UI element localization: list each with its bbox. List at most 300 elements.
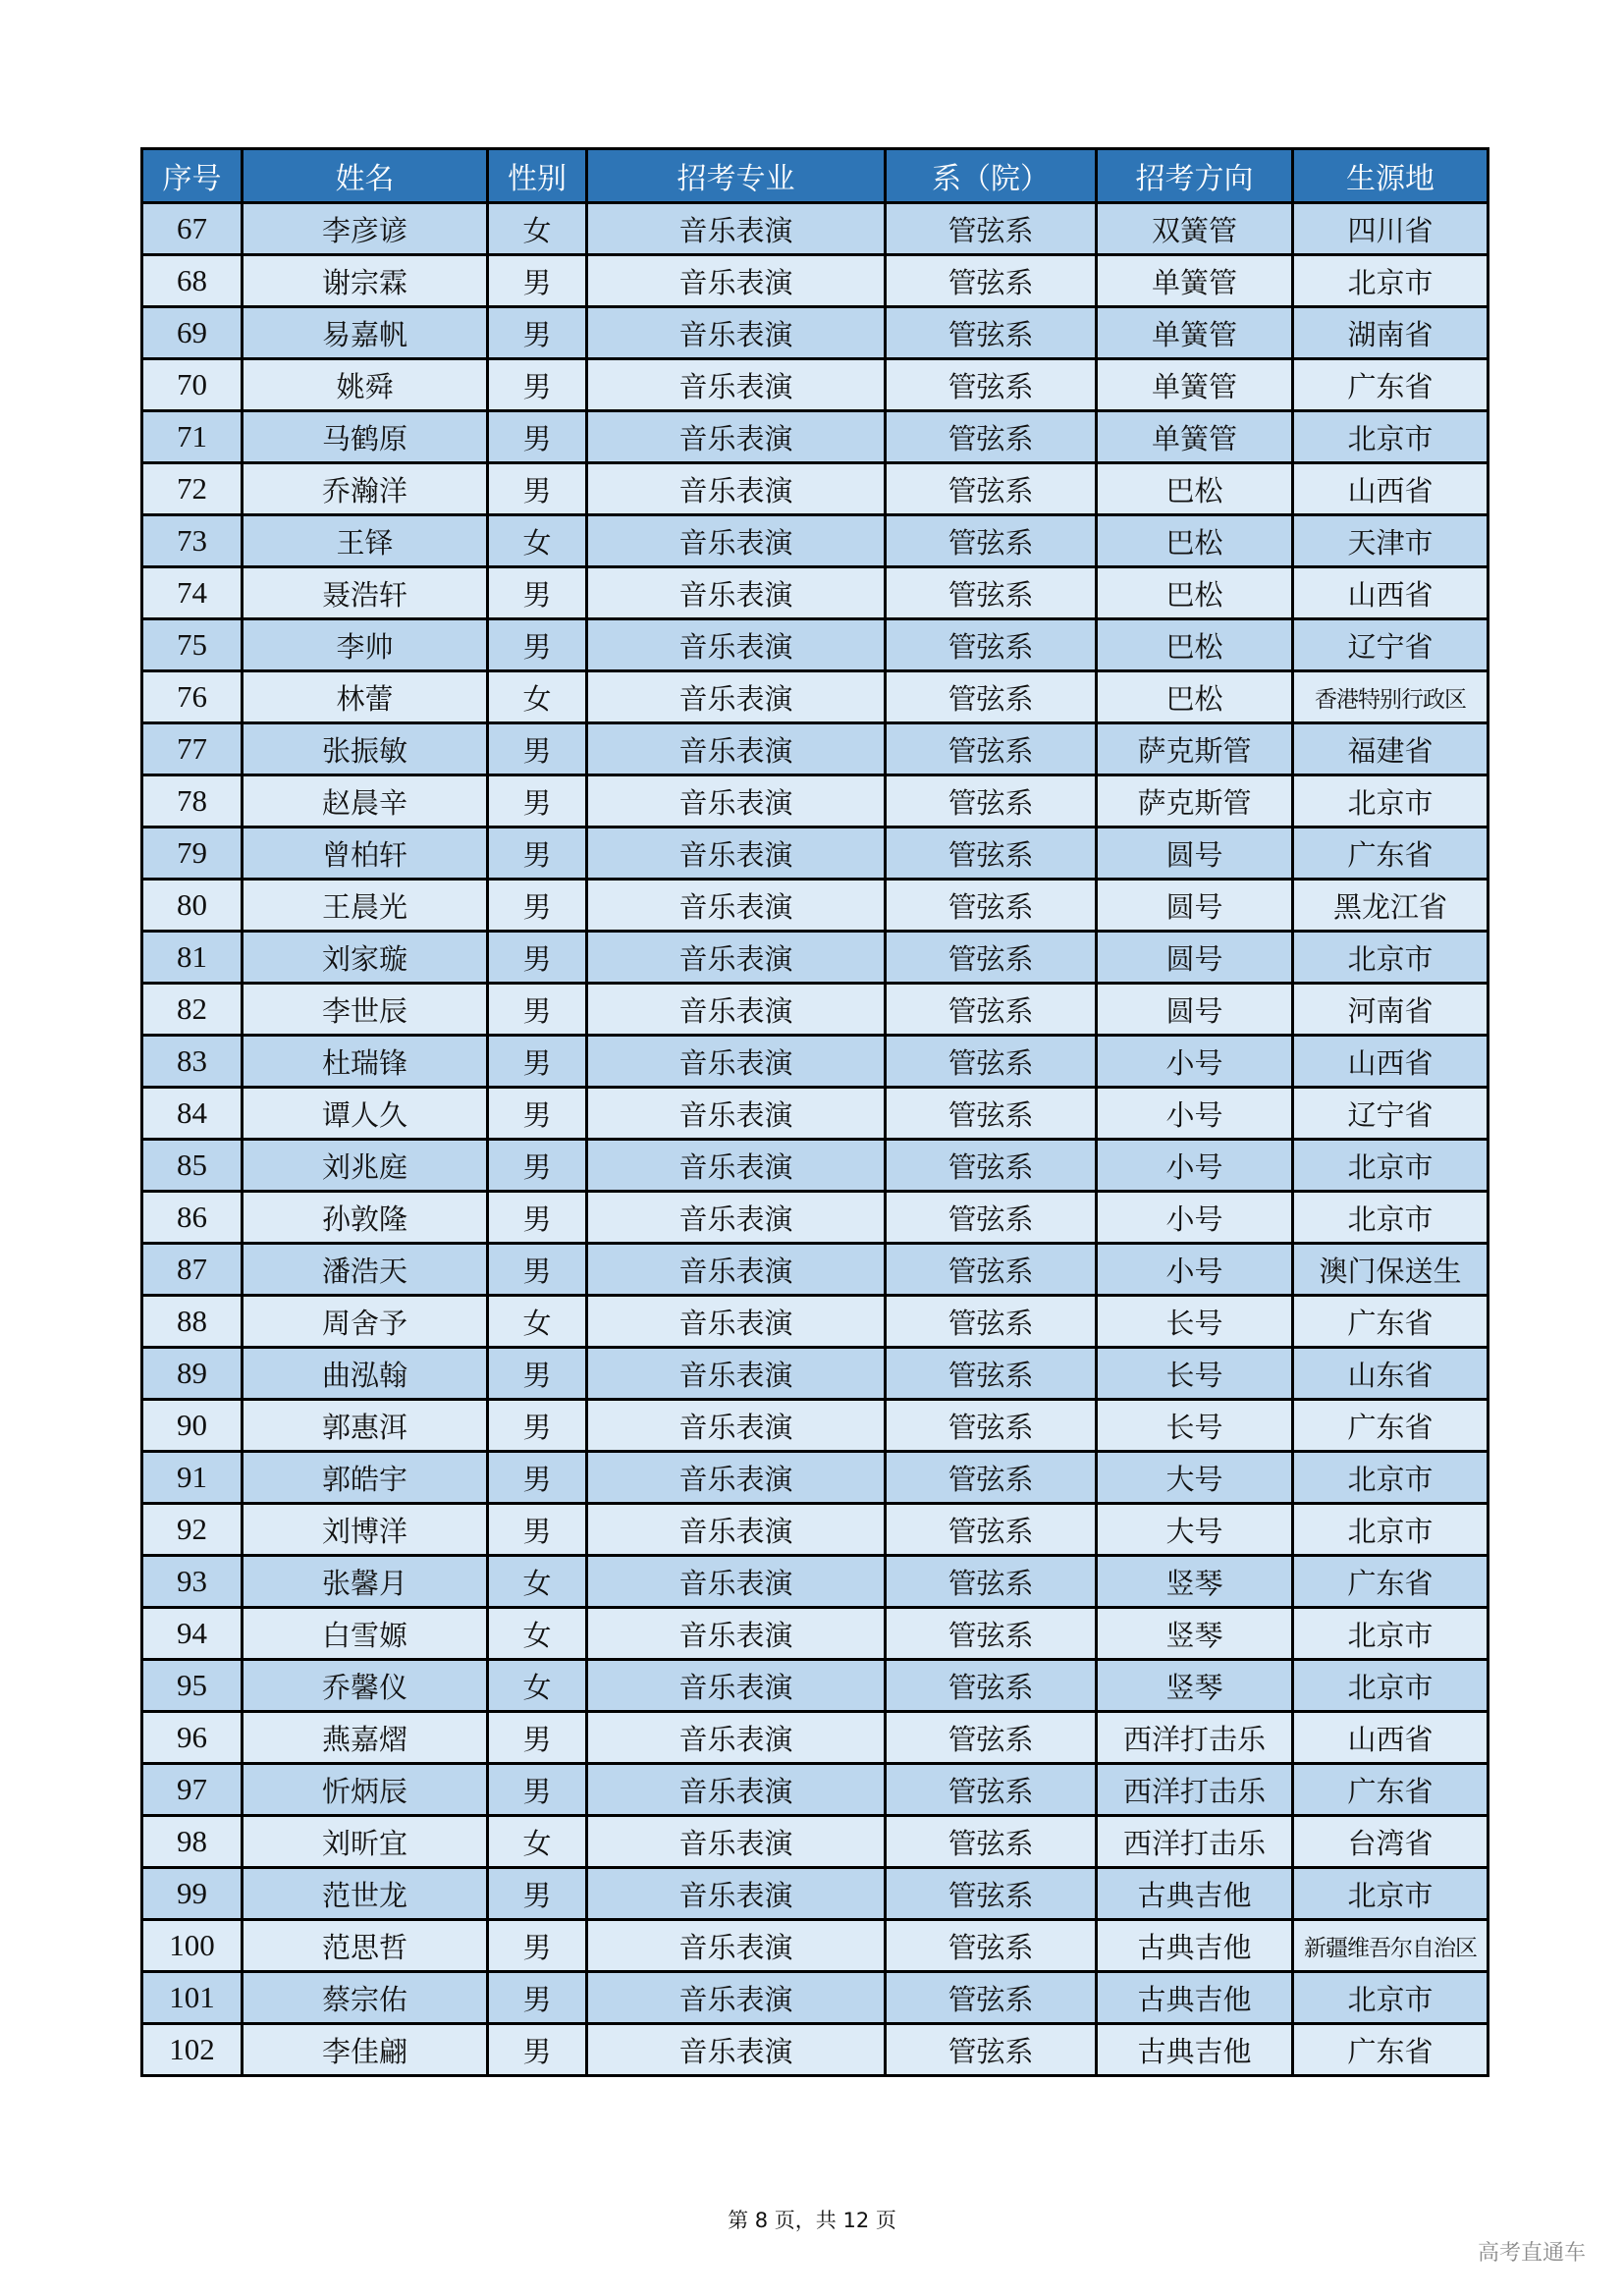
cell-name: 聂浩轩 (243, 567, 488, 619)
cell-name: 白雪嫄 (243, 1608, 488, 1660)
table-row (142, 1608, 1489, 1660)
cell-gender: 男 (488, 775, 587, 828)
cell-origin: 台湾省 (1293, 1816, 1489, 1868)
cell-direction: 竖琴 (1097, 1608, 1293, 1660)
cell-origin: 北京市 (1293, 1140, 1489, 1192)
cell-name: 李世辰 (243, 984, 488, 1036)
cell-seq: 74 (142, 567, 243, 619)
cell-department: 管弦系 (886, 828, 1097, 880)
cell-direction: 古典吉他 (1097, 1868, 1293, 1920)
cell-department: 管弦系 (886, 1296, 1097, 1348)
cell-gender: 男 (488, 463, 587, 515)
cell-direction: 单簧管 (1097, 307, 1293, 359)
cell-name: 王铎 (243, 515, 488, 567)
cell-seq: 72 (142, 463, 243, 515)
cell-name: 赵晨辛 (243, 775, 488, 828)
cell-major: 音乐表演 (587, 1816, 886, 1868)
cell-major: 音乐表演 (587, 1192, 886, 1244)
table-row (142, 463, 1489, 515)
cell-seq: 69 (142, 307, 243, 359)
header-direction: 招考方向 (1097, 149, 1293, 203)
table-row (142, 984, 1489, 1036)
cell-origin: 广东省 (1293, 1556, 1489, 1608)
cell-origin: 北京市 (1293, 1868, 1489, 1920)
cell-gender: 男 (488, 255, 587, 307)
cell-department: 管弦系 (886, 463, 1097, 515)
cell-direction: 西洋打击乐 (1097, 1764, 1293, 1816)
cell-name: 乔馨仪 (243, 1660, 488, 1712)
cell-origin: 河南省 (1293, 984, 1489, 1036)
cell-department: 管弦系 (886, 1868, 1097, 1920)
cell-name: 刘博洋 (243, 1504, 488, 1556)
cell-seq: 80 (142, 880, 243, 932)
cell-origin: 北京市 (1293, 1608, 1489, 1660)
table-row (142, 828, 1489, 880)
cell-direction: 双簧管 (1097, 203, 1293, 255)
cell-direction: 大号 (1097, 1452, 1293, 1504)
cell-name: 李帅 (243, 619, 488, 671)
cell-name: 刘昕宜 (243, 1816, 488, 1868)
cell-department: 管弦系 (886, 775, 1097, 828)
cell-major: 音乐表演 (587, 1504, 886, 1556)
cell-major: 音乐表演 (587, 1660, 886, 1712)
cell-major: 音乐表演 (587, 1556, 886, 1608)
cell-name: 刘家璇 (243, 932, 488, 984)
cell-direction: 单簧管 (1097, 255, 1293, 307)
cell-origin: 北京市 (1293, 932, 1489, 984)
cell-department: 管弦系 (886, 880, 1097, 932)
header-department: 系（院） (886, 149, 1097, 203)
table-row (142, 1504, 1489, 1556)
cell-direction: 西洋打击乐 (1097, 1816, 1293, 1868)
cell-name: 郭皓宇 (243, 1452, 488, 1504)
cell-origin: 北京市 (1293, 1452, 1489, 1504)
cell-seq: 75 (142, 619, 243, 671)
cell-seq: 89 (142, 1348, 243, 1400)
cell-major: 音乐表演 (587, 1400, 886, 1452)
cell-seq: 67 (142, 203, 243, 255)
table-row (142, 1660, 1489, 1712)
table-row (142, 1452, 1489, 1504)
cell-direction: 萨克斯管 (1097, 775, 1293, 828)
cell-department: 管弦系 (886, 1400, 1097, 1452)
cell-direction: 巴松 (1097, 567, 1293, 619)
cell-direction: 古典吉他 (1097, 1920, 1293, 1972)
cell-direction: 长号 (1097, 1400, 1293, 1452)
cell-direction: 圆号 (1097, 828, 1293, 880)
cell-name: 范思哲 (243, 1920, 488, 1972)
admission-list-table (140, 147, 1489, 2077)
page-number: 第 8 页，共 12 页 (728, 2209, 896, 2232)
cell-department: 管弦系 (886, 723, 1097, 775)
cell-department: 管弦系 (886, 1088, 1097, 1140)
cell-department: 管弦系 (886, 1348, 1097, 1400)
cell-gender: 男 (488, 1088, 587, 1140)
cell-name: 范世龙 (243, 1868, 488, 1920)
cell-gender: 女 (488, 1608, 587, 1660)
cell-seq: 78 (142, 775, 243, 828)
cell-major: 音乐表演 (587, 411, 886, 463)
cell-gender: 女 (488, 1556, 587, 1608)
cell-major: 音乐表演 (587, 1712, 886, 1764)
cell-origin: 北京市 (1293, 1972, 1489, 2024)
cell-direction: 巴松 (1097, 463, 1293, 515)
cell-major: 音乐表演 (587, 775, 886, 828)
cell-direction: 大号 (1097, 1504, 1293, 1556)
table-header-row (142, 149, 1489, 203)
cell-gender: 男 (488, 1868, 587, 1920)
cell-seq: 86 (142, 1192, 243, 1244)
cell-name: 蔡宗佑 (243, 1972, 488, 2024)
cell-name: 刘兆庭 (243, 1140, 488, 1192)
cell-major: 音乐表演 (587, 1920, 886, 1972)
cell-direction: 单簧管 (1097, 411, 1293, 463)
cell-name: 李佳翩 (243, 2024, 488, 2076)
cell-name: 曾柏轩 (243, 828, 488, 880)
cell-origin: 北京市 (1293, 411, 1489, 463)
table-row (142, 1556, 1489, 1608)
cell-name: 郭惠洱 (243, 1400, 488, 1452)
cell-major: 音乐表演 (587, 307, 886, 359)
cell-name: 谭人久 (243, 1088, 488, 1140)
cell-major: 音乐表演 (587, 880, 886, 932)
cell-department: 管弦系 (886, 1452, 1097, 1504)
cell-gender: 男 (488, 880, 587, 932)
cell-major: 音乐表演 (587, 1608, 886, 1660)
cell-major: 音乐表演 (587, 1452, 886, 1504)
cell-gender: 男 (488, 2024, 587, 2076)
cell-seq: 76 (142, 671, 243, 723)
cell-department: 管弦系 (886, 1192, 1097, 1244)
table-row (142, 515, 1489, 567)
cell-seq: 101 (142, 1972, 243, 2024)
cell-major: 音乐表演 (587, 567, 886, 619)
cell-origin: 山东省 (1293, 1348, 1489, 1400)
cell-department: 管弦系 (886, 1504, 1097, 1556)
cell-name: 张振敏 (243, 723, 488, 775)
header-major: 招考专业 (587, 149, 886, 203)
cell-seq: 93 (142, 1556, 243, 1608)
table-row (142, 1348, 1489, 1400)
cell-department: 管弦系 (886, 567, 1097, 619)
cell-origin: 福建省 (1293, 723, 1489, 775)
cell-origin: 山西省 (1293, 1036, 1489, 1088)
cell-major: 音乐表演 (587, 255, 886, 307)
table-row (142, 255, 1489, 307)
cell-seq: 79 (142, 828, 243, 880)
cell-name: 杜瑞锋 (243, 1036, 488, 1088)
cell-major: 音乐表演 (587, 1764, 886, 1816)
cell-seq: 68 (142, 255, 243, 307)
table-row (142, 2024, 1489, 2076)
cell-gender: 女 (488, 671, 587, 723)
cell-origin: 辽宁省 (1293, 619, 1489, 671)
cell-origin: 山西省 (1293, 1712, 1489, 1764)
cell-major: 音乐表演 (587, 619, 886, 671)
table-row (142, 1816, 1489, 1868)
cell-seq: 90 (142, 1400, 243, 1452)
cell-gender: 男 (488, 1452, 587, 1504)
cell-gender: 女 (488, 1296, 587, 1348)
cell-direction: 长号 (1097, 1348, 1293, 1400)
cell-department: 管弦系 (886, 1972, 1097, 2024)
cell-major: 音乐表演 (587, 1296, 886, 1348)
cell-name: 孙敦隆 (243, 1192, 488, 1244)
table-row (142, 203, 1489, 255)
cell-gender: 男 (488, 984, 587, 1036)
table-row (142, 1764, 1489, 1816)
cell-gender: 男 (488, 1712, 587, 1764)
cell-department: 管弦系 (886, 307, 1097, 359)
cell-major: 音乐表演 (587, 1244, 886, 1296)
cell-department: 管弦系 (886, 671, 1097, 723)
cell-direction: 长号 (1097, 1296, 1293, 1348)
cell-seq: 70 (142, 359, 243, 411)
table-row (142, 880, 1489, 932)
watermark-text: 高考直通车 (1478, 2241, 1587, 2266)
cell-department: 管弦系 (886, 1712, 1097, 1764)
cell-name: 谢宗霖 (243, 255, 488, 307)
cell-gender: 男 (488, 1764, 587, 1816)
cell-gender: 女 (488, 1816, 587, 1868)
table-row (142, 932, 1489, 984)
cell-department: 管弦系 (886, 1920, 1097, 1972)
cell-department: 管弦系 (886, 984, 1097, 1036)
cell-origin: 广东省 (1293, 828, 1489, 880)
cell-department: 管弦系 (886, 1660, 1097, 1712)
cell-origin: 香港特别行政区 (1293, 671, 1489, 723)
cell-gender: 男 (488, 307, 587, 359)
table-row (142, 411, 1489, 463)
cell-gender: 男 (488, 567, 587, 619)
cell-direction: 巴松 (1097, 671, 1293, 723)
admission-list-table-container (140, 147, 1487, 2077)
cell-name: 燕嘉熠 (243, 1712, 488, 1764)
cell-origin: 广东省 (1293, 1296, 1489, 1348)
cell-origin: 北京市 (1293, 1192, 1489, 1244)
cell-origin: 北京市 (1293, 255, 1489, 307)
table-row (142, 307, 1489, 359)
cell-seq: 100 (142, 1920, 243, 1972)
cell-gender: 男 (488, 619, 587, 671)
cell-direction: 巴松 (1097, 515, 1293, 567)
cell-seq: 84 (142, 1088, 243, 1140)
cell-seq: 96 (142, 1712, 243, 1764)
cell-seq: 99 (142, 1868, 243, 1920)
cell-major: 音乐表演 (587, 984, 886, 1036)
cell-origin: 山西省 (1293, 463, 1489, 515)
cell-major: 音乐表演 (587, 1088, 886, 1140)
table-row (142, 567, 1489, 619)
header-seq: 序号 (142, 149, 243, 203)
cell-name: 张馨月 (243, 1556, 488, 1608)
cell-department: 管弦系 (886, 1764, 1097, 1816)
cell-origin: 澳门保送生 (1293, 1244, 1489, 1296)
table-row (142, 1140, 1489, 1192)
cell-name: 马鹤原 (243, 411, 488, 463)
cell-origin: 天津市 (1293, 515, 1489, 567)
cell-seq: 71 (142, 411, 243, 463)
cell-name: 王晨光 (243, 880, 488, 932)
cell-department: 管弦系 (886, 1816, 1097, 1868)
cell-name: 林蕾 (243, 671, 488, 723)
cell-gender: 男 (488, 1192, 587, 1244)
cell-department: 管弦系 (886, 1556, 1097, 1608)
cell-name: 曲泓翰 (243, 1348, 488, 1400)
cell-seq: 82 (142, 984, 243, 1036)
cell-department: 管弦系 (886, 1140, 1097, 1192)
cell-major: 音乐表演 (587, 1140, 886, 1192)
cell-seq: 88 (142, 1296, 243, 1348)
cell-department: 管弦系 (886, 932, 1097, 984)
cell-gender: 男 (488, 723, 587, 775)
cell-gender: 女 (488, 515, 587, 567)
cell-seq: 73 (142, 515, 243, 567)
cell-name: 忻炳辰 (243, 1764, 488, 1816)
cell-direction: 竖琴 (1097, 1660, 1293, 1712)
cell-direction: 古典吉他 (1097, 1972, 1293, 2024)
cell-major: 音乐表演 (587, 828, 886, 880)
cell-department: 管弦系 (886, 515, 1097, 567)
cell-seq: 102 (142, 2024, 243, 2076)
cell-seq: 98 (142, 1816, 243, 1868)
cell-department: 管弦系 (886, 255, 1097, 307)
cell-origin: 新疆维吾尔自治区 (1293, 1920, 1489, 1972)
table-row (142, 1036, 1489, 1088)
table-row (142, 1296, 1489, 1348)
cell-department: 管弦系 (886, 2024, 1097, 2076)
table-row (142, 775, 1489, 828)
cell-seq: 87 (142, 1244, 243, 1296)
cell-direction: 小号 (1097, 1088, 1293, 1140)
table-row (142, 1088, 1489, 1140)
cell-gender: 男 (488, 1140, 587, 1192)
cell-origin: 四川省 (1293, 203, 1489, 255)
cell-direction: 单簧管 (1097, 359, 1293, 411)
cell-gender: 男 (488, 1348, 587, 1400)
cell-seq: 95 (142, 1660, 243, 1712)
cell-origin: 广东省 (1293, 1764, 1489, 1816)
cell-direction: 圆号 (1097, 932, 1293, 984)
cell-major: 音乐表演 (587, 723, 886, 775)
cell-origin: 北京市 (1293, 775, 1489, 828)
cell-major: 音乐表演 (587, 671, 886, 723)
cell-direction: 小号 (1097, 1192, 1293, 1244)
cell-direction: 圆号 (1097, 880, 1293, 932)
cell-direction: 小号 (1097, 1036, 1293, 1088)
cell-origin: 北京市 (1293, 1660, 1489, 1712)
cell-major: 音乐表演 (587, 1036, 886, 1088)
cell-gender: 男 (488, 1972, 587, 2024)
cell-gender: 男 (488, 1400, 587, 1452)
table-row (142, 1244, 1489, 1296)
cell-direction: 西洋打击乐 (1097, 1712, 1293, 1764)
cell-major: 音乐表演 (587, 1348, 886, 1400)
cell-gender: 男 (488, 1036, 587, 1088)
cell-origin: 黑龙江省 (1293, 880, 1489, 932)
cell-direction: 古典吉他 (1097, 2024, 1293, 2076)
cell-seq: 94 (142, 1608, 243, 1660)
cell-gender: 男 (488, 1244, 587, 1296)
cell-department: 管弦系 (886, 411, 1097, 463)
cell-gender: 男 (488, 1504, 587, 1556)
cell-name: 姚舜 (243, 359, 488, 411)
cell-seq: 91 (142, 1452, 243, 1504)
cell-major: 音乐表演 (587, 1868, 886, 1920)
cell-department: 管弦系 (886, 359, 1097, 411)
header-name: 姓名 (243, 149, 488, 203)
cell-name: 易嘉帆 (243, 307, 488, 359)
cell-seq: 92 (142, 1504, 243, 1556)
cell-gender: 男 (488, 359, 587, 411)
table-row (142, 1868, 1489, 1920)
cell-major: 音乐表演 (587, 359, 886, 411)
cell-department: 管弦系 (886, 203, 1097, 255)
table-row (142, 1192, 1489, 1244)
table-row (142, 723, 1489, 775)
table-row (142, 671, 1489, 723)
cell-department: 管弦系 (886, 1608, 1097, 1660)
cell-major: 音乐表演 (587, 932, 886, 984)
cell-name: 潘浩天 (243, 1244, 488, 1296)
cell-major: 音乐表演 (587, 463, 886, 515)
cell-seq: 85 (142, 1140, 243, 1192)
cell-gender: 男 (488, 828, 587, 880)
cell-direction: 圆号 (1097, 984, 1293, 1036)
cell-direction: 小号 (1097, 1244, 1293, 1296)
cell-gender: 女 (488, 1660, 587, 1712)
table-row (142, 359, 1489, 411)
header-origin: 生源地 (1293, 149, 1489, 203)
cell-gender: 男 (488, 1920, 587, 1972)
cell-origin: 山西省 (1293, 567, 1489, 619)
cell-direction: 巴松 (1097, 619, 1293, 671)
cell-major: 音乐表演 (587, 203, 886, 255)
cell-major: 音乐表演 (587, 2024, 886, 2076)
cell-origin: 广东省 (1293, 2024, 1489, 2076)
cell-origin: 北京市 (1293, 1504, 1489, 1556)
cell-gender: 男 (488, 932, 587, 984)
table-row (142, 619, 1489, 671)
table-row (142, 1712, 1489, 1764)
cell-seq: 83 (142, 1036, 243, 1088)
cell-gender: 男 (488, 411, 587, 463)
cell-major: 音乐表演 (587, 1972, 886, 2024)
cell-origin: 湖南省 (1293, 307, 1489, 359)
cell-seq: 81 (142, 932, 243, 984)
cell-name: 李彦谚 (243, 203, 488, 255)
cell-origin: 广东省 (1293, 359, 1489, 411)
cell-name: 周舍予 (243, 1296, 488, 1348)
header-gender: 性别 (488, 149, 587, 203)
cell-origin: 广东省 (1293, 1400, 1489, 1452)
cell-direction: 竖琴 (1097, 1556, 1293, 1608)
table-body (142, 203, 1489, 2076)
table-row (142, 1920, 1489, 1972)
table-row (142, 1400, 1489, 1452)
table-row (142, 1972, 1489, 2024)
cell-department: 管弦系 (886, 1244, 1097, 1296)
cell-direction: 萨克斯管 (1097, 723, 1293, 775)
cell-seq: 97 (142, 1764, 243, 1816)
cell-direction: 小号 (1097, 1140, 1293, 1192)
cell-name: 乔瀚洋 (243, 463, 488, 515)
cell-gender: 女 (488, 203, 587, 255)
cell-seq: 77 (142, 723, 243, 775)
cell-origin: 辽宁省 (1293, 1088, 1489, 1140)
cell-major: 音乐表演 (587, 515, 886, 567)
cell-department: 管弦系 (886, 619, 1097, 671)
